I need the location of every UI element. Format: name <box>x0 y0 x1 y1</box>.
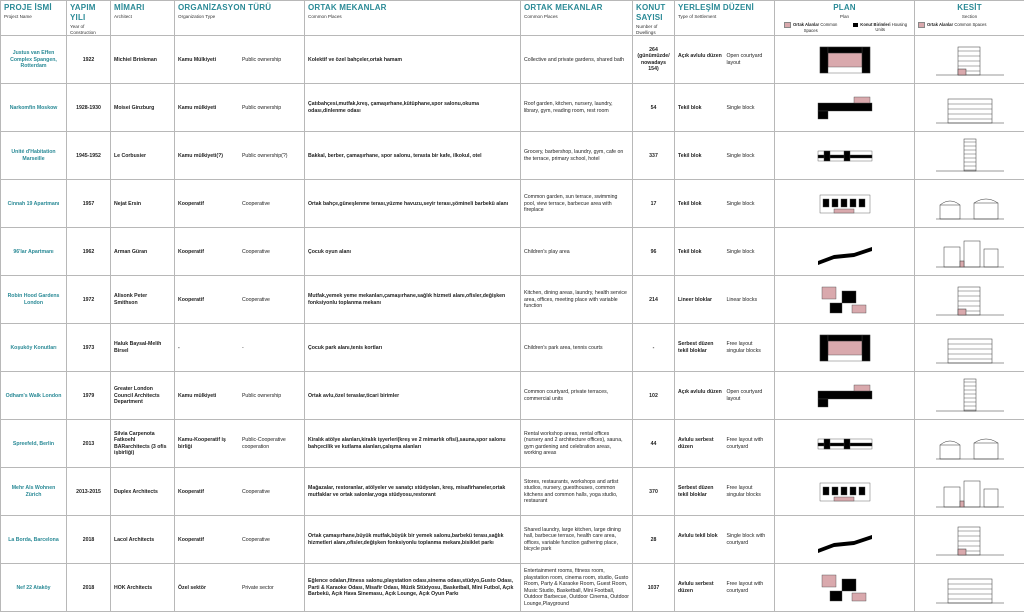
construction-year: 1945-1952 <box>67 132 111 180</box>
dwelling-count: 96 <box>633 228 675 276</box>
settlement-type: Tekil blok Single block <box>675 84 775 132</box>
table-row <box>1 276 1024 324</box>
architect: Duplex Architects <box>111 468 175 516</box>
plan-drawing <box>775 420 915 468</box>
common-places-en: Stores, restaurants, workshops and artist studios, nursery, guesthouses, common kitchens and common halls, yoga studio, restaurant <box>521 468 633 516</box>
organization-type: Kooperatif Cooperative <box>175 468 305 516</box>
section-icon <box>934 185 1006 223</box>
header-name: PROJE İSMİ Project Name <box>1 1 67 36</box>
plan-icon <box>814 89 876 127</box>
common-places-en: Collective and private gardens, shared bath <box>521 36 633 84</box>
common-places-tr: Kolektif ve özel bahçeler,ortak hamam <box>305 36 521 84</box>
common-places-en: Entertainment rooms, fitness room, playstation room, cinema room, studio, Gusto Room, Party & Karaoke Room, Guest Room, Music Studio, Basketball, Mini Football, Outdoor Barbecue, Outdoor Cinema, Outdoor Lounge,Playground <box>521 564 633 612</box>
dwelling-count: 102 <box>633 372 675 420</box>
plan-icon <box>814 569 876 607</box>
architect: Lacol Architects <box>111 516 175 564</box>
section-drawing <box>915 84 1024 132</box>
header-common-en: ORTAK MEKANLAR Common Places <box>521 1 633 36</box>
table-row <box>1 516 1024 564</box>
section-icon <box>934 137 1006 175</box>
dwelling-count: 28 <box>633 516 675 564</box>
common-places-en: Kitchen, dining areas, laundry, health service area, offices, meeting place with variable function <box>521 276 633 324</box>
common-swatch-icon <box>918 22 925 28</box>
header-year: YAPIM YILI Year of Construction <box>67 1 111 36</box>
common-places-tr: Çocuk park alanı,tenis kortları <box>305 324 521 372</box>
common-places-tr: Çatıbahçesi,mutfak,kreş, çamaşırhane,kütüphane,spor salonu,okuma odası,dinlenme odası <box>305 84 521 132</box>
organization-type: Kooperatif Cooperative <box>175 228 305 276</box>
settlement-type: Avlulu serbest düzen Free layout with courtyard <box>675 420 775 468</box>
common-places-tr: Ortak çamaşırhane,büyük mutfak,büyük bir yemek salonu,barbekü terası,sağlık hizmetleri alanı,ofisler,değişken fonksiyonlu toplanma mekanı,bisiklet parkı <box>305 516 521 564</box>
common-places-en: Common courtyard, private terraces, commercial units <box>521 372 633 420</box>
organization-type: - - <box>175 324 305 372</box>
plan-icon <box>814 41 876 79</box>
architect: Alisonk Peter Smithson <box>111 276 175 324</box>
project-name: Unité d'Habitation Marseille <box>1 132 67 180</box>
dwelling-count: 370 <box>633 468 675 516</box>
table-header <box>1 1 1024 36</box>
plan-icon <box>814 185 876 223</box>
construction-year: 1962 <box>67 228 111 276</box>
organization-type: Kamu mülkiyeti(?) Public ownership(?) <box>175 132 305 180</box>
settlement-type: Açık avlulu düzen Open courtyard layout <box>675 36 775 84</box>
common-places-en: Rental workshop areas, rental offices (nursery and 2 architecture offices), sauna, gym gardening and celebration areas, working areas <box>521 420 633 468</box>
plan-drawing <box>775 36 915 84</box>
section-drawing <box>915 36 1024 84</box>
plan-drawing <box>775 228 915 276</box>
common-places-en: Shared laundry, large kitchen, large dining hall, barbecue terrace, health care area, offices, variable function gathering place, bicycle park <box>521 516 633 564</box>
section-drawing <box>915 276 1024 324</box>
project-name: 96'lar Apartmanı <box>1 228 67 276</box>
plan-drawing <box>775 516 915 564</box>
section-icon <box>934 233 1006 271</box>
organization-type: Özel sektör Private sector <box>175 564 305 612</box>
table-row <box>1 36 1024 84</box>
table-row <box>1 228 1024 276</box>
section-drawing <box>915 228 1024 276</box>
construction-year: 2018 <box>67 516 111 564</box>
project-name: Odham's Walk London <box>1 372 67 420</box>
organization-type: Kooperatif Cooperative <box>175 276 305 324</box>
organization-type: Kamu-Kooperatif iş birliği Public-Cooperative cooperation <box>175 420 305 468</box>
table-row <box>1 564 1024 612</box>
section-drawing <box>915 180 1024 228</box>
table-row <box>1 84 1024 132</box>
section-drawing <box>915 516 1024 564</box>
dwelling-count: 44 <box>633 420 675 468</box>
plan-drawing <box>775 564 915 612</box>
plan-icon <box>814 329 876 367</box>
project-name: Justus van Effen Complex Spangen, Rotterdam <box>1 36 67 84</box>
construction-year: 1973 <box>67 324 111 372</box>
plan-icon <box>814 137 876 175</box>
construction-year: 1979 <box>67 372 111 420</box>
settlement-type: Açık avlulu düzen Open courtyard layout <box>675 372 775 420</box>
table-row <box>1 180 1024 228</box>
section-icon <box>934 569 1006 607</box>
organization-type: Kamu Mülkiyeti Public ownership <box>175 36 305 84</box>
common-places-en: Grocery, barbershop, laundry, gym, cafe on the terrace, primary school, hotel <box>521 132 633 180</box>
architect: Nejat Ersin <box>111 180 175 228</box>
settlement-type: Avlulu tekil blok Single block with courtyard <box>675 516 775 564</box>
dwelling-count: 17 <box>633 180 675 228</box>
common-places-en: Children's play area <box>521 228 633 276</box>
settlement-type: Lineer bloklar Linear blocks <box>675 276 775 324</box>
plan-drawing <box>775 180 915 228</box>
header-org: ORGANİZASYON TÜRÜ Organization Type <box>175 1 305 36</box>
construction-year: 2013-2015 <box>67 468 111 516</box>
header-units: KONUT SAYISI Number of Dwellings <box>633 1 675 36</box>
section-icon <box>934 425 1006 463</box>
section-icon <box>934 521 1006 559</box>
dwelling-count: 214 <box>633 276 675 324</box>
section-icon <box>934 377 1006 415</box>
architect: Michiel Brinkman <box>111 36 175 84</box>
section-legend: Ortak Alanlar Common Spaces <box>918 22 1021 28</box>
plan-icon <box>814 377 876 415</box>
dwelling-count: - <box>633 324 675 372</box>
section-drawing <box>915 564 1024 612</box>
construction-year: 1957 <box>67 180 111 228</box>
project-name: Robin Hood Gardens London <box>1 276 67 324</box>
section-icon <box>934 89 1006 127</box>
plan-icon <box>814 281 876 319</box>
dwelling-count: 54 <box>633 84 675 132</box>
common-places-tr: Ortak avlu,özel teraslar,ticari birimler <box>305 372 521 420</box>
settlement-type: Tekil blok Single block <box>675 228 775 276</box>
plan-icon <box>814 233 876 271</box>
construction-year: 1928-1930 <box>67 84 111 132</box>
project-name: La Borda, Barcelona <box>1 516 67 564</box>
common-places-tr: Mağazalar, restoranlar, atölyeler ve sanatçı stüdyoları, kreş, misafirhaneler,ortak mutfaklar ve ortak salonlar,yoga stüdyosu,restorant <box>305 468 521 516</box>
organization-type: Kooperatif Cooperative <box>175 516 305 564</box>
table-row <box>1 420 1024 468</box>
settlement-type: Serbest düzen tekil bloklar Free layout singular blocks <box>675 468 775 516</box>
project-name: Spreefeld, Berlin <box>1 420 67 468</box>
table-row <box>1 468 1024 516</box>
common-places-tr: Kiralık atölye alanları,kiralık işyerleri(kreş ve 2 mimarlık ofisi),sauna,spor salonu bahçecilik ve kutlama alanları,çalışma alanları <box>305 420 521 468</box>
dwelling-count: 1037 <box>633 564 675 612</box>
architect: Le Corbusier <box>111 132 175 180</box>
settlement-type: Avlulu serbest düzen Free layout with courtyard <box>675 564 775 612</box>
architect: HOK Architects <box>111 564 175 612</box>
project-name: Nef 22 Ataköy <box>1 564 67 612</box>
plan-icon <box>814 473 876 511</box>
section-drawing <box>915 420 1024 468</box>
header-settlement: YERLEŞİM DÜZENİ Type of Settlement <box>675 1 775 36</box>
plan-legend: Ortak Alanlar Common Spaces Konut Birimleri Housing Units <box>778 22 911 33</box>
common-places-en: Children's park area, tennis courts <box>521 324 633 372</box>
architect: Haluk Baysal-Melih Birsel <box>111 324 175 372</box>
organization-type: Kamu mülkiyeti Public ownership <box>175 372 305 420</box>
architect: Moisei Ginzburg <box>111 84 175 132</box>
organization-type: Kooperatif Cooperative <box>175 180 305 228</box>
plan-icon <box>814 521 876 559</box>
common-places-tr: Eğlence odaları,fitness salonu,playstation odası,sinema odası,stüdyo,Gusto Odası, Parti & Karaoke Odası, Misafir Odası, Müzik Stüdyosu, Basketball, Mini Futbol, Açık Barbekü, Açık Hava Sinemasu, Açık Lounge, Açık Oyun Parkı <box>305 564 521 612</box>
table-row <box>1 132 1024 180</box>
construction-year: 2018 <box>67 564 111 612</box>
settlement-type: Tekil blok Single block <box>675 132 775 180</box>
settlement-type: Tekil blok Single block <box>675 180 775 228</box>
section-icon <box>934 473 1006 511</box>
common-places-tr: Çocuk oyun alanı <box>305 228 521 276</box>
construction-year: 1972 <box>67 276 111 324</box>
construction-year: 2013 <box>67 420 111 468</box>
section-drawing <box>915 324 1024 372</box>
common-places-en: Roof garden, kitchen, nursery, laundry, library, gym, reading room, rest room <box>521 84 633 132</box>
settlement-type: Serbest düzen tekil bloklar Free layout singular blocks <box>675 324 775 372</box>
plan-drawing <box>775 468 915 516</box>
project-name: Cinnah 19 Apartmanı <box>1 180 67 228</box>
dwelling-count: 337 <box>633 132 675 180</box>
housing-swatch-icon <box>853 23 858 27</box>
plan-drawing <box>775 84 915 132</box>
plan-icon <box>814 425 876 463</box>
header-section: KESİT Section Ortak Alanlar Common Spaces <box>915 1 1024 36</box>
common-places-tr: Mutfak,yemek yeme mekanları,çamaşırhane,sağlık hizmeti alanı,ofisler,değişken fonksiyonlu toplanma mekanı <box>305 276 521 324</box>
common-places-tr: Bakkal, berber, çamaşırhane, spor salonu, terasta bir kafe, ilkokul, otel <box>305 132 521 180</box>
plan-drawing <box>775 132 915 180</box>
table-row <box>1 372 1024 420</box>
section-icon <box>934 281 1006 319</box>
section-icon <box>934 41 1006 79</box>
header-architect: MİMARI Architect <box>111 1 175 36</box>
header-common-tr: ORTAK MEKANLAR Common Places <box>305 1 521 36</box>
table-body <box>1 36 1024 612</box>
common-places-tr: Ortak bahçe,güneşlenme terası,yüzme havuzu,seyir terası,şömineli barbekü alanı <box>305 180 521 228</box>
section-drawing <box>915 468 1024 516</box>
project-name: Koşuköy Konutları <box>1 324 67 372</box>
project-name: Mehr Als Wohnen Zürich <box>1 468 67 516</box>
architect: Arman Güran <box>111 228 175 276</box>
plan-drawing <box>775 324 915 372</box>
table-row <box>1 324 1024 372</box>
section-icon <box>934 329 1006 367</box>
section-drawing <box>915 132 1024 180</box>
plan-drawing <box>775 372 915 420</box>
plan-drawing <box>775 276 915 324</box>
construction-year: 1922 <box>67 36 111 84</box>
dwelling-count: 264 (günümüzde/ nowadays 154) <box>633 36 675 84</box>
header-plan: PLAN Plan Ortak Alanlar Common Spaces Konut Birimleri Housing Units <box>775 1 915 36</box>
project-name: Narkomfin Moskow <box>1 84 67 132</box>
section-drawing <box>915 372 1024 420</box>
architect: Greater London Council Architects Department <box>111 372 175 420</box>
organization-type: Kamu mülkiyeti Public ownership <box>175 84 305 132</box>
architect: Silvia Carpenota Fatkoehl BARarchitects (3 ofis işbirliği) <box>111 420 175 468</box>
common-swatch-icon <box>784 22 791 28</box>
common-places-en: Common garden, sun terrace, swimming pool, view terrace, barbecue area with fireplace <box>521 180 633 228</box>
